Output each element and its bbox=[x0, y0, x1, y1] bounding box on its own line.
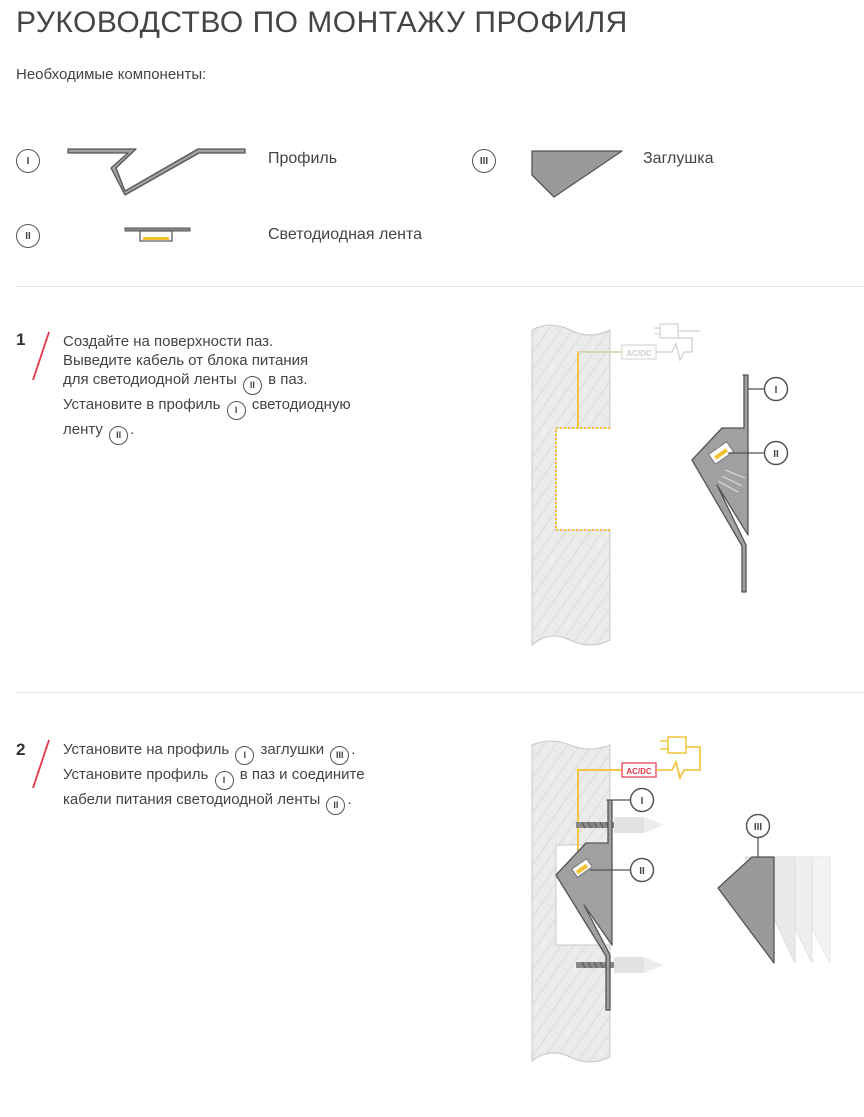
numeral-reference-icon: II bbox=[109, 426, 128, 445]
step-number: 1 bbox=[16, 330, 26, 349]
instruction-line bbox=[63, 420, 351, 445]
numeral-badge-led: II bbox=[16, 224, 40, 248]
step-2-instructions bbox=[63, 740, 365, 815]
component-label-profile: Профиль bbox=[268, 150, 338, 167]
section-divider bbox=[16, 286, 864, 287]
instruction-line bbox=[63, 790, 365, 815]
callout-led: II bbox=[773, 449, 779, 460]
instruction-line bbox=[63, 370, 351, 395]
numeral-reference-icon: II bbox=[326, 796, 345, 815]
numeral-badge-endcap: III bbox=[472, 149, 496, 173]
instruction-text: . bbox=[351, 741, 356, 758]
instruction-text: Установите в профиль bbox=[63, 396, 225, 413]
callout-endcap: III bbox=[753, 822, 763, 833]
instruction-text: ленту bbox=[63, 421, 108, 438]
numeral-reference-icon: III bbox=[330, 746, 349, 765]
callout-led: II bbox=[639, 866, 645, 877]
instruction-line bbox=[63, 351, 351, 370]
components-heading: Необходимые компоненты: bbox=[16, 66, 207, 83]
step-1-diagram bbox=[520, 300, 820, 660]
step-1-instructions bbox=[63, 332, 351, 445]
instruction-text: в паз и соедините bbox=[235, 766, 365, 783]
red-slash-icon bbox=[30, 330, 52, 382]
section-divider bbox=[16, 692, 864, 693]
red-slash-icon bbox=[30, 738, 52, 790]
power-supply-label: AC/DC bbox=[626, 767, 652, 776]
instruction-text: . bbox=[347, 791, 352, 808]
instruction-text: заглушки bbox=[256, 741, 329, 758]
component-label-endcap: Заглушка bbox=[643, 150, 714, 167]
profile-illustration bbox=[66, 140, 248, 200]
endcap-illustration bbox=[530, 148, 626, 200]
step-number: 2 bbox=[16, 740, 26, 759]
instruction-text: Создайте на поверхности паз. bbox=[63, 333, 274, 350]
instruction-text: . bbox=[130, 421, 135, 438]
instruction-text: кабели питания светодиодной ленты bbox=[63, 791, 325, 808]
instruction-text: Установите профиль bbox=[63, 766, 213, 783]
step-2-diagram bbox=[520, 725, 850, 1075]
component-label-led: Светодиодная лента bbox=[268, 226, 423, 243]
power-supply-label: AC/DC bbox=[626, 349, 652, 358]
instruction-line bbox=[63, 332, 351, 351]
page-title: РУКОВОДСТВО ПО МОНТАЖУ ПРОФИЛЯ bbox=[16, 6, 628, 39]
instruction-text: Выведите кабель от блока питания bbox=[63, 352, 309, 369]
numeral-badge-profile: I bbox=[16, 149, 40, 173]
instruction-text: в паз. bbox=[263, 371, 308, 388]
callout-profile: I bbox=[640, 796, 644, 807]
numeral-reference-icon: II bbox=[243, 376, 262, 395]
instruction-line bbox=[63, 740, 365, 765]
numeral-reference-icon: I bbox=[235, 746, 254, 765]
instruction-text: Установите на профиль bbox=[63, 741, 234, 758]
instruction-line bbox=[63, 765, 365, 790]
instruction-text: для светодиодной ленты bbox=[63, 371, 241, 388]
led-strip-illustration bbox=[124, 225, 192, 245]
callout-profile: I bbox=[774, 385, 778, 396]
numeral-reference-icon: I bbox=[227, 401, 246, 420]
numeral-reference-icon: I bbox=[215, 771, 234, 790]
instruction-text: светодиодную bbox=[247, 396, 351, 413]
instruction-line bbox=[63, 395, 351, 420]
